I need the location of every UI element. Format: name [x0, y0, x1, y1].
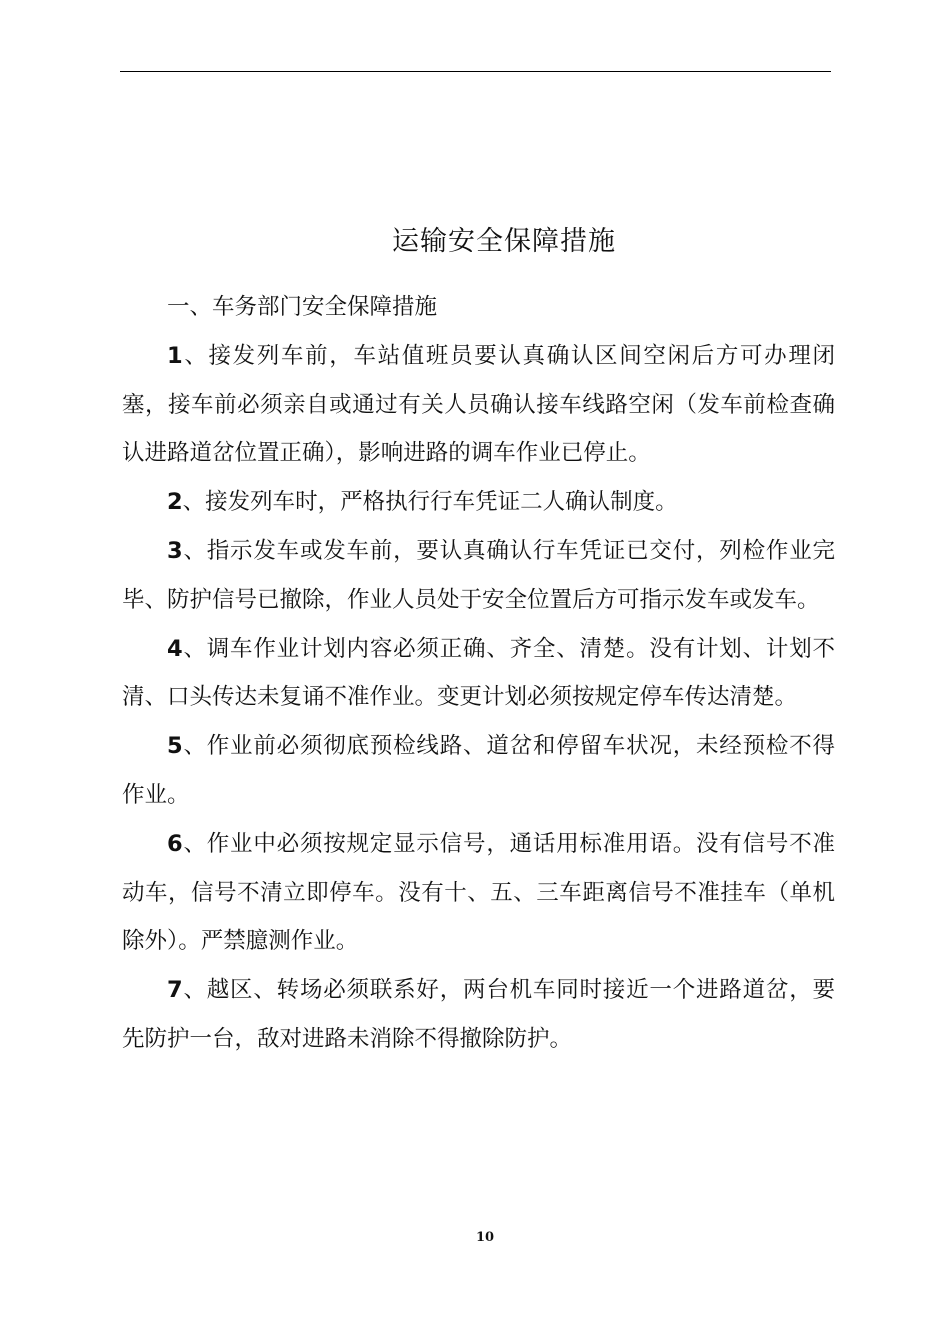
list-item [122, 478, 835, 527]
list-item [122, 966, 835, 1064]
list-item [122, 722, 835, 820]
list-item [122, 527, 835, 625]
item-text: 、指示发车或发车前，要认真确认行车凭证已交付，列检作业完毕、防护信号已撤除，作业人员处于安全位置后方可指示发车或发车。 [122, 537, 835, 613]
page-title: 运输安全保障措施 [392, 226, 616, 257]
item-text: 、作业前必须彻底预检线路、道岔和停留车状况，未经预检不得作业。 [122, 733, 835, 808]
list-item [122, 820, 835, 966]
document-body [122, 283, 835, 1064]
section-heading: 一、车务部门安全保障措施 [167, 294, 438, 320]
item-text: 、接发列车前，车站值班员要认真确认区间空闲后方可办理闭塞，接车前必须亲自或通过有关人员确认接车线路空闲（发车前检查确认进路道岔位置正确），影响进路的调车作业已停止。 [122, 342, 835, 467]
item-number: 6 [167, 830, 183, 857]
header-rule [120, 71, 831, 72]
page-number: 10 [475, 1230, 495, 1245]
item-number: 4 [167, 635, 183, 662]
item-number: 7 [167, 977, 183, 1004]
item-number: 1 [167, 342, 183, 369]
item-number: 2 [167, 489, 183, 516]
item-text: 、越区、转场必须联系好，两台机车同时接近一个进路道岔，要先防护一台，敌对进路未消除不得撤除防护。 [122, 977, 835, 1052]
item-number: 5 [167, 733, 183, 760]
item-number: 3 [167, 537, 183, 564]
list-item [122, 625, 835, 723]
item-text: 、接发列车时，严格执行行车凭证二人确认制度。 [182, 489, 678, 516]
item-text: 、调车作业计划内容必须正确、齐全、清楚。没有计划、计划不清、口头传达未复诵不准作业。变更计划必须按规定停车传达清楚。 [122, 635, 835, 711]
list-item [122, 332, 835, 478]
item-text: 、作业中必须按规定显示信号，通话用标准用语。没有信号不准动车，信号不清立即停车。没有十、五、三车距离信号不准挂车（单机除外）。严禁臆测作业。 [122, 830, 835, 955]
